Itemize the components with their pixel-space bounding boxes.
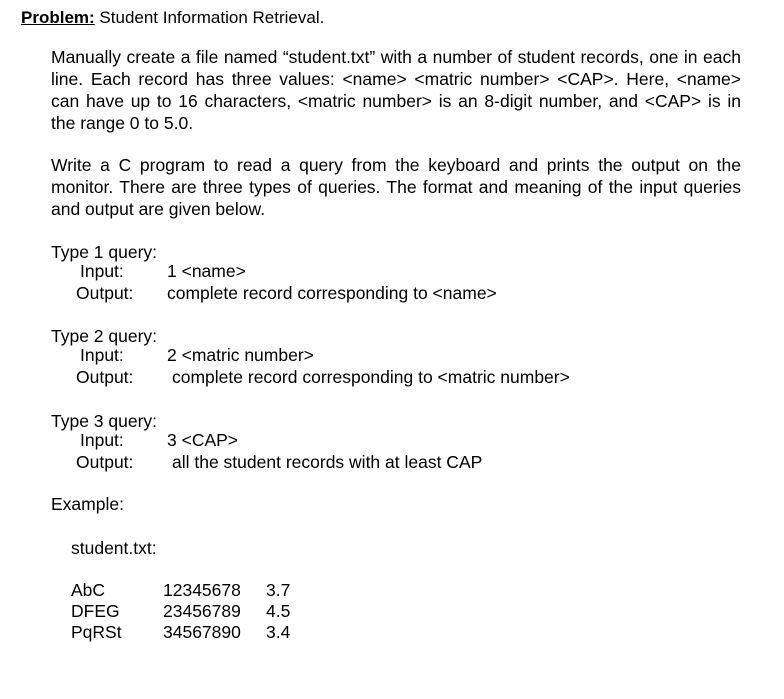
record-cap: 3.7: [266, 580, 291, 600]
query-2-output-label: Output:: [76, 367, 134, 387]
query-1-input-label: Input:: [80, 261, 124, 281]
example-heading: Example:: [51, 494, 124, 514]
query-2-input-label: Input:: [80, 345, 124, 365]
query-3-output-label: Output:: [76, 452, 134, 472]
query-1-output-value: complete record corresponding to <name>: [167, 283, 497, 303]
query-3-heading: Type 3 query:: [51, 411, 158, 431]
query-2-output-value: complete record corresponding to <matric number>: [172, 367, 570, 387]
query-1-input-value: 1 <name>: [167, 261, 246, 281]
record-cap: 4.5: [266, 601, 291, 621]
record-matric: 34567890: [163, 622, 241, 642]
problem-label: Problem:: [21, 8, 95, 27]
query-3-output-value: all the student records with at least CAP: [172, 452, 483, 472]
query-1-heading: Type 1 query:: [51, 242, 158, 262]
query-3-input-label: Input:: [80, 430, 124, 450]
paragraph-file-description: Manually create a file named “student.txt” with a number of student records, one in each line. Each record has three values: <name> <matric number> <CAP>. Here, <name> can have up to 16 characters, <matric number> is an 8-digit number, and <CAP> is in the range 0 to 5.0.: [51, 47, 741, 133]
file-label: student.txt:: [71, 538, 157, 558]
query-2-heading: Type 2 query:: [51, 326, 158, 346]
query-3-input-value: 3 <CAP>: [167, 430, 239, 450]
problem-name: Student Information Retrieval.: [99, 8, 325, 27]
record-name: PqRSt: [71, 622, 122, 642]
paragraph-program-description: Write a C program to read a query from the keyboard and prints the output on the monitor. There are three types of queries. The format and meaning of the input queries and output are given below.: [51, 155, 741, 219]
record-matric: 23456789: [163, 601, 241, 621]
problem-title: [21, 8, 324, 28]
record-name: DFEG: [71, 601, 120, 621]
query-2-input-value: 2 <matric number>: [167, 345, 314, 365]
record-name: AbC: [71, 580, 106, 600]
record-cap: 3.4: [266, 622, 291, 642]
record-matric: 12345678: [163, 580, 241, 600]
query-1-output-label: Output:: [76, 283, 134, 303]
